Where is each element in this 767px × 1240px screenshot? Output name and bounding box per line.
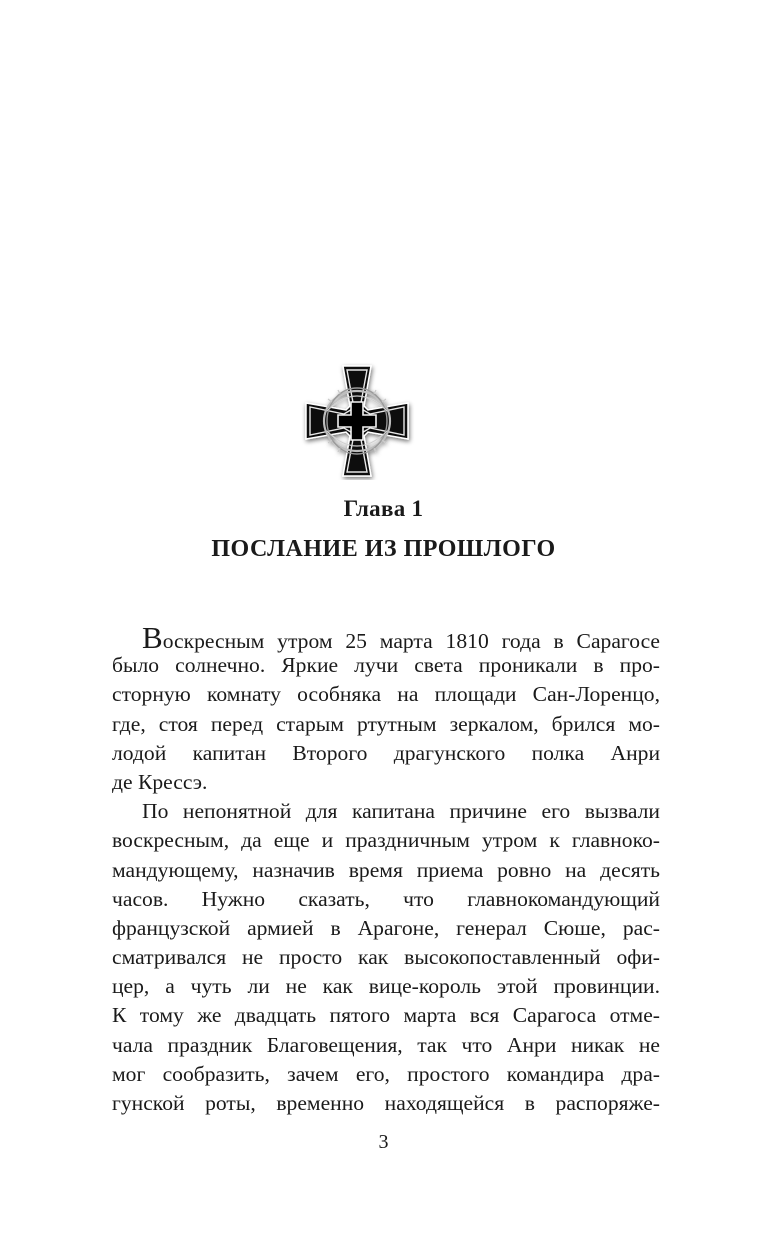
chapter-title: ПОСЛАНИЕ ИЗ ПРОШЛОГО (211, 536, 556, 562)
text-line: воскресным, да еще и праздничным утром к главноко- (112, 828, 660, 853)
text-line: французской армией в Арагоне, генерал Сюше, рас- (112, 915, 660, 940)
drop-cap: В (142, 620, 163, 655)
text-line: сматривался не просто как высокопоставленный офи- (112, 945, 660, 970)
paragraph (112, 622, 660, 797)
text-line: цер, а чуть ли не как вице-король этой провинции. (112, 974, 660, 999)
text-line: К тому же двадцать пятого марта вся Сарагоса отме- (112, 1003, 660, 1028)
text-line: где, стоя перед старым ртутным зеркалом, брился мо- (112, 711, 660, 736)
text-line: чала праздник Благовещения, так что Анри никак не (112, 1032, 660, 1057)
paragraph (112, 797, 660, 1118)
page-number: 3 (378, 1131, 389, 1153)
text-line: сторную комнату особняка на площади Сан-Лоренцо, (112, 682, 660, 707)
text-line: мандующему, назначив время приема ровно на десять (112, 857, 660, 882)
text-line: де Крессэ. (112, 769, 208, 794)
text-line: мог сообразить, зачем его, простого командира дра- (112, 1061, 660, 1086)
text-line: гунской роты, временно находящейся в распоряже- (112, 1091, 660, 1115)
text-line: часов. Нужно сказать, что главнокомандующий (112, 886, 660, 911)
iron-cross-with-crown-of-thorns-icon (298, 362, 416, 480)
text-line: лодой капитан Второго драгунского полка Анри (112, 740, 660, 765)
text-line: По непонятной для капитана причине его вызвали (142, 799, 660, 824)
chapter-number: Глава 1 (343, 496, 424, 521)
text-line: Воскресным утром 25 марта 1810 года в Сарагосе (142, 620, 660, 655)
body-text (112, 622, 660, 1118)
text-line: было солнечно. Яркие лучи света проникали в про- (112, 653, 660, 678)
